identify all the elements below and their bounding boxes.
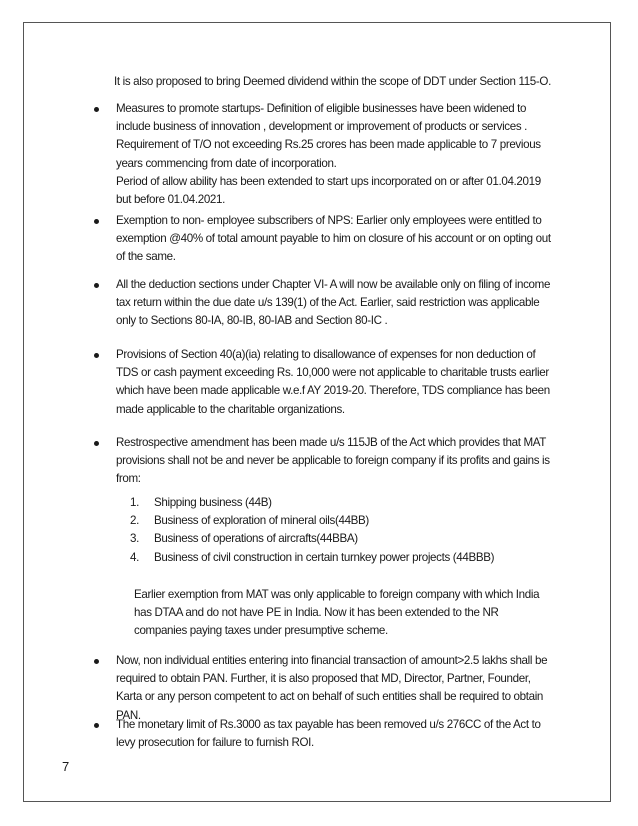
bullet-text: Requirement of T/O not exceeding Rs.25 crores has been made applicable to 7 previous years commencing from date of incorporation. xyxy=(116,138,541,170)
numbered-list xyxy=(130,494,550,567)
bullet-icon xyxy=(94,659,99,664)
bullet-text: Period of allow ability has been extended to start ups incorporated on or after 01.04.2019 but before 01.04.2021. xyxy=(116,174,541,207)
bullet-icon xyxy=(94,441,99,446)
bullet-text: Restrospective amendment has been made u/s 115JB of the Act which provides that MAT provisions shall not be and never be applicable to foreign company if its profits and gains is from: xyxy=(116,436,550,486)
bullet-text: All the deduction sections under Chapter VI- A will now be available only on filing of income tax return within the due date u/s 139(1) of the Act. Earlier, said restriction was applicable only to Sections 80-IA, 80-IB, 80-IAB and Section 80-IC . xyxy=(116,278,551,328)
bullet-icon xyxy=(94,107,99,112)
bullet-icon xyxy=(94,283,99,288)
bullet-mat-amendment xyxy=(116,434,554,489)
bullet-section-40 xyxy=(116,346,554,419)
bullet-startups xyxy=(116,100,554,209)
bullet-text: Measures to promote startups- Definition of eligible businesses have been widened to include business of innovation , development or improvement of products or services . xyxy=(116,102,528,134)
bullet-text: Provisions of Section 40(a)(ia) relating to disallowance of expenses for non deduction of TDS or cash payment exceeding Rs. 10,000 were not applicable to charitable trusts earlier which have been made applicable w.e.f AY 2019-20. Therefore, TDS compliance has been made applicable to the charitable organizations. xyxy=(116,348,550,416)
earlier-exemption-paragraph xyxy=(134,586,554,641)
bullet-text: Now, non individual entities entering into financial transaction of amount>2.5 lakhs shall be required to obtain PAN. Further, it is also proposed that MD, Director, Partner, Founder, Karta or any person competent to act on behalf of such entities shall be required to obtain PAN. xyxy=(116,654,548,722)
list-item xyxy=(130,530,550,548)
list-number: 2. xyxy=(130,514,139,528)
bullet-icon xyxy=(94,219,99,224)
list-number: 3. xyxy=(130,532,139,546)
bullet-276cc xyxy=(116,716,554,752)
intro-paragraph: It is also proposed to bring Deemed dividend within the scope of DDT under Section 115-O. xyxy=(114,75,551,88)
bullet-icon xyxy=(94,723,99,728)
list-item xyxy=(130,494,550,512)
list-item xyxy=(130,512,550,530)
bullet-icon xyxy=(94,353,99,358)
list-number: 4. xyxy=(130,550,139,564)
paragraph-text: Earlier exemption from MAT was only applicable to foreign company with which India has DTAA and do not have PE in India. Now it has been extended to the NR companies paying taxes under presumptive scheme. xyxy=(134,588,540,638)
bullet-nps xyxy=(116,212,554,267)
list-text: Business of operations of aircrafts(44BBA) xyxy=(154,532,358,546)
bullet-text: Exemption to non- employee subscribers of NPS: Earlier only employees were entitled to exemption @40% of total amount payable to him on closure of his account or on opting out of the same. xyxy=(116,214,551,264)
bullet-pan xyxy=(116,652,554,725)
list-text: Shipping business (44B) xyxy=(154,496,272,509)
list-text: Business of civil construction in certain turnkey power projects (44BBB) xyxy=(154,550,495,564)
bullet-chapter-via xyxy=(116,276,554,331)
list-item xyxy=(130,549,550,567)
list-text: Business of exploration of mineral oils(44BB) xyxy=(154,514,369,528)
list-number: 1. xyxy=(130,496,139,509)
page-number: 7 xyxy=(62,759,69,774)
bullet-text: The monetary limit of Rs.3000 as tax payable has been removed u/s 276CC of the Act to levy prosecution for failure to furnish ROI. xyxy=(116,718,541,750)
